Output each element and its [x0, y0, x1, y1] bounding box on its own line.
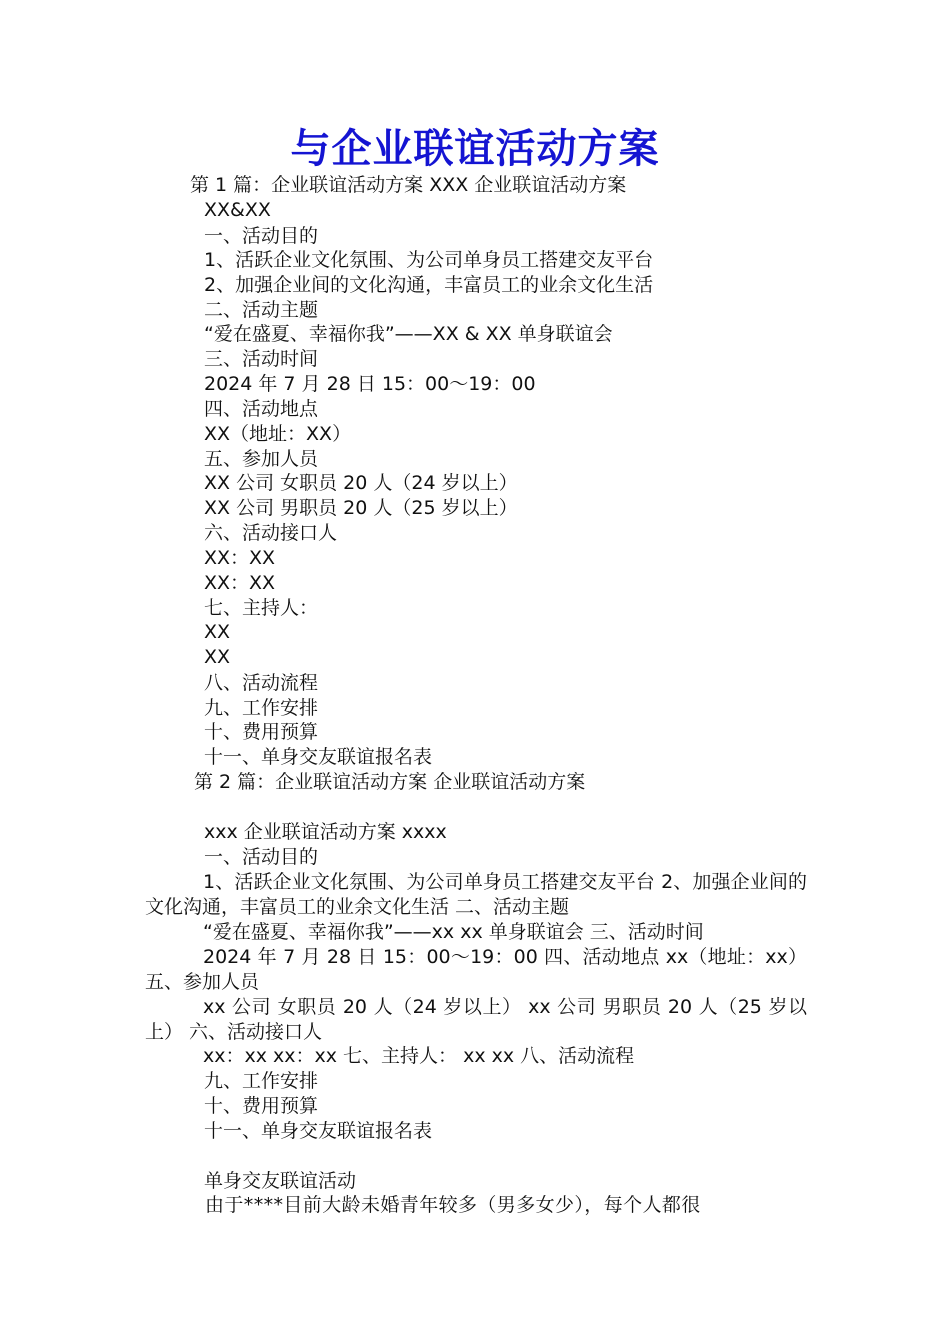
- section2-paragraph: “爱在盛夏、幸福你我”——xx xx 单身联谊会 三、活动时间: [203, 921, 704, 943]
- section1-line: 二、活动主题: [204, 299, 319, 321]
- section2-subheading: xxx 企业联谊活动方案 xxxx: [204, 821, 447, 843]
- section1-line: 三、活动时间: [204, 348, 319, 370]
- section1-line: 2024 年 7 月 28 日 15：00～19：00: [204, 373, 536, 395]
- section1-line: XX 公司 男职员 20 人（25 岁以上）: [204, 497, 518, 519]
- section2-paragraph: 2024 年 7 月 28 日 15：00～19：00 四、活动地点 xx（地址：xx） 五、参加人员: [145, 946, 807, 993]
- section1-line: 2、加强企业间的文化沟通，丰富员工的业余文化生活: [204, 274, 654, 296]
- section2-line: 十一、单身交友联谊报名表: [204, 1120, 433, 1142]
- section1-line: XX: [204, 621, 231, 643]
- section2-paragraph: xx：xx xx：xx 七、主持人： xx xx 八、活动流程: [203, 1045, 635, 1067]
- section3-paragraph: 由于****目前大龄未婚青年较多（男多女少），每个人都很: [205, 1194, 701, 1216]
- section2-line: 九、工作安排: [204, 1070, 319, 1092]
- document-title: 与企业联谊活动方案: [290, 125, 660, 172]
- section1-line: 九、工作安排: [204, 697, 319, 719]
- section3-heading: 单身交友联谊活动: [204, 1170, 357, 1192]
- section1-line: XX：XX: [204, 547, 276, 569]
- section1-line: 七、主持人：: [204, 597, 319, 619]
- section1-line: XX 公司 女职员 20 人（24 岁以上）: [204, 472, 518, 494]
- section1-line: 六、活动接口人: [204, 522, 338, 544]
- section1-line: 八、活动流程: [204, 672, 319, 694]
- section2-line: 十、费用预算: [204, 1095, 319, 1117]
- section1-line: 一、活动目的: [204, 225, 319, 247]
- section1-line: 十、费用预算: [204, 721, 319, 743]
- section1-line: 四、活动地点: [204, 398, 319, 420]
- section1-line: 1、活跃企业文化氛围、为公司单身员工搭建交友平台: [204, 249, 654, 271]
- section2-heading: 第 2 篇：企业联谊活动方案 企业联谊活动方案: [194, 771, 586, 793]
- section1-line: 五、参加人员: [204, 448, 319, 470]
- section1-line: XX&XX: [204, 199, 271, 221]
- section1-line: “爱在盛夏、幸福你我”——XX & XX 单身联谊会: [204, 323, 613, 345]
- section2-paragraph: xx 公司 女职员 20 人（24 岁以上） xx 公司 男职员 20 人（25 岁以上） 六、活动接口人: [145, 996, 807, 1043]
- section1-line: XX: [204, 646, 231, 668]
- section1-line: 十一、单身交友联谊报名表: [204, 746, 433, 768]
- section1-line: XX（地址：XX）: [204, 423, 352, 445]
- section1-heading: 第 1 篇：企业联谊活动方案 XXX 企业联谊活动方案: [190, 174, 627, 196]
- section1-line: XX：XX: [204, 572, 276, 594]
- section2-paragraph: 1、活跃企业文化氛围、为公司单身员工搭建交友平台 2、加强企业间的文化沟通，丰富员工的业余文化生活 二、活动主题: [145, 871, 807, 918]
- section2-goal: 一、活动目的: [204, 846, 319, 868]
